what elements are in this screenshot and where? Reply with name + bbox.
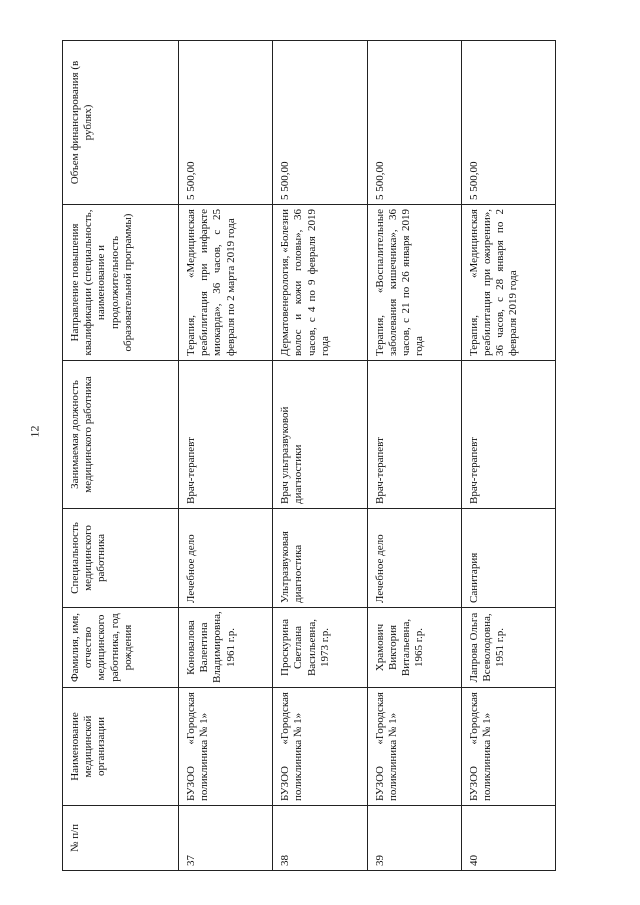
- header-cell-number: № п/п: [63, 806, 179, 871]
- header-cell-funding: Объем финансирования (в рублях): [63, 41, 179, 205]
- cell-full-name: Лапрова Ольга Всеволодовна, 1951 г.р.: [461, 608, 555, 688]
- header-cell-organization: Наименование медицинской организации: [63, 688, 179, 806]
- cell-full-name: Проскурина Светлана Васильевна, 1973 г.р.: [273, 608, 367, 688]
- cell-organization: БУЗОО «Городская поликлиника № 1»: [461, 688, 555, 806]
- cell-training: Терапия, «Медицинская реабилитация при инфаркте миокарда», 36 часов, с 25 февраля по 2 марта 2019 года: [179, 205, 273, 361]
- cell-specialty: Санитария: [461, 509, 555, 608]
- table-row: [273, 41, 367, 871]
- cell-position: Врач-терапевт: [179, 361, 273, 509]
- table-row: [367, 41, 461, 871]
- cell-specialty: Лечебное дело: [179, 509, 273, 608]
- header-cell-full-name: Фамилия, имя, отчество медицинского работника, год рождения: [63, 608, 179, 688]
- cell-specialty: Ультразвуковая диагностика: [273, 509, 367, 608]
- cell-number: 39: [367, 806, 461, 871]
- cell-position: Врач-терапевт: [367, 361, 461, 509]
- header-cell-specialty: Специальность медицинского работника: [63, 509, 179, 608]
- cell-number: 37: [179, 806, 273, 871]
- cell-specialty: Лечебное дело: [367, 509, 461, 608]
- cell-full-name: Храмович Виктория Витальевна, 1965 г.р.: [367, 608, 461, 688]
- cell-position: Врач ультразвуковой диагностики: [273, 361, 367, 509]
- cell-training: Терапия, «Воспалительные заболевания кишечника», 36 часов, с 21 по 26 января 2019 года: [367, 205, 461, 361]
- table-header-row: [63, 41, 179, 871]
- cell-training: Дерматовенерология, «Болезни волос и кожи головы», 36 часов, с 4 по 9 февраля 2019 года: [273, 205, 367, 361]
- cell-funding: 5 500,00: [367, 41, 461, 205]
- table-row: [461, 41, 555, 871]
- page-number: 12: [27, 425, 42, 438]
- table-row: [179, 41, 273, 871]
- header-cell-training: Направление повышения квалификации (специальность, наименование и продолжительность образовательной программы): [63, 205, 179, 361]
- cell-organization: БУЗОО «Городская поликлиника № 1»: [273, 688, 367, 806]
- cell-full-name: Коновалова Валентина Владимировна, 1961 г.р.: [179, 608, 273, 688]
- cell-number: 40: [461, 806, 555, 871]
- cell-organization: БУЗОО «Городская поликлиника № 1»: [367, 688, 461, 806]
- document-page: [62, 41, 556, 871]
- staff-training-table: [62, 40, 556, 871]
- cell-organization: БУЗОО «Городская поликлиника № 1»: [179, 688, 273, 806]
- header-cell-position: Занимаемая должность медицинского работника: [63, 361, 179, 509]
- cell-funding: 5 500,00: [273, 41, 367, 205]
- cell-funding: 5 500,00: [179, 41, 273, 205]
- cell-training: Терапия, «Медицинская реабилитация при ожирении», 36 часов, с 28 января по 2 февраля 2019 года: [461, 205, 555, 361]
- cell-funding: 5 500,00: [461, 41, 555, 205]
- cell-number: 38: [273, 806, 367, 871]
- cell-position: Врач-терапевт: [461, 361, 555, 509]
